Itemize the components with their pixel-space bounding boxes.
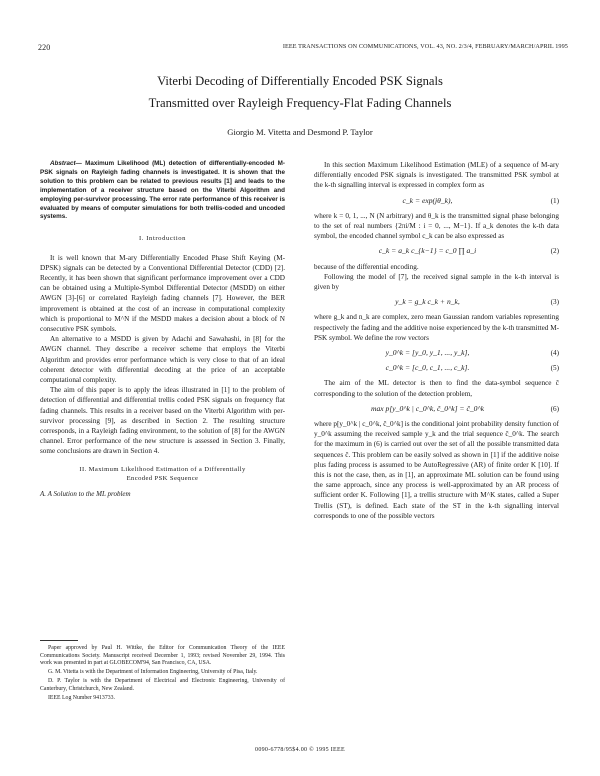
authors: Giorgio M. Vitetta and Desmond P. Taylor (227, 127, 373, 137)
equation-6-body: max p[y_0^k | c_0^k, ĉ_0^k] = ĉ_0^k (370, 403, 484, 413)
footnote-author-1: G. M. Vitetta is with the Department of Information Engineering, University of Pisa, Italy. (48, 669, 258, 676)
running-head: IEEE TRANSACTIONS ON COMMUNICATIONS, VOL. 43, NO. 2/3/4, FEBRUARY/MARCH/APRIL 1995 (282, 43, 568, 50)
equation-4 (314, 348, 559, 358)
abstract-lead: Abstract (50, 160, 76, 167)
equation-1 (314, 196, 559, 206)
equation-6 (314, 404, 559, 414)
intro-paragraph-2: An alternative to a MSDD is given by Adachi and Sawahashi, in [8] for the AWGN channel. They describe a receiver scheme that employs the Viterbi Algorithm and provides error performance which is very close to that of an ideal coherent detector with differential decoding at the price of an acceptable computational complexity. (40, 335, 285, 384)
footnotes (40, 640, 285, 703)
footnote-editor: Paper approved by Paul H. Wittke, the Editor for Communication Theory of the IEEE Communications Society. Manuscript received December 1, 1993; revised November 29, 1994. This work was presented in part at GLOBECOM'94, San Francisco, CA, USA. (40, 644, 285, 667)
left-column (40, 160, 285, 503)
subsection-heading: A. A Solution to the ML problem (40, 489, 131, 498)
copyright-footer: 0090-6778/95$4.00 © 1995 IEEE (255, 747, 345, 753)
paper-title-line-2: Transmitted over Rayleigh Frequency-Flat Fading Channels (148, 96, 452, 110)
right-paragraph-2: where k = 0, 1, ..., N (N arbitrary) and θ_k is the transmitted signal phase belonging to the set of real numbers {2πi/M : i = 0, ..., M−1}. If a_k denotes the k-th data symbol, the encoded channel symbol c_k can be also expressed as (314, 211, 559, 241)
right-column (314, 160, 559, 521)
abstract (40, 160, 285, 222)
equation-5 (314, 363, 559, 373)
equation-3-body: y_k = g_k c_k + n_k, (395, 297, 460, 307)
running-header (38, 43, 568, 55)
right-paragraph-1: In this section Maximum Likelihood Estimation (MLE) of a sequence of M-ary differentially encoded PSK signals is investigated. The transmitted PSK symbol at the k-th signalling interval is expressed in complex form as (314, 161, 559, 190)
intro-paragraph-1: It is well known that M-ary Differentially Encoded Phase Shift Keying (M-DPSK) signals can be detected by a Conventional Differential Detector (CDD) [2]. Recently, it has been shown that significant performance improvement over a CDD can be obtained using a Multiple-Symbol Differential Detector (MSDD) on either AWGN [3]-[6] or correlated Rayleigh fading channels [7]. However, the BER improvement is obtained at the cost of an increase in computational complexity which is proportional to M^N if the MSDD makes a decision about a block of N consecutive PSK symbols. (40, 253, 285, 333)
section-2-heading-line-2: Encoded PSK Sequence (126, 474, 199, 482)
page-number: 220 (38, 43, 51, 52)
equation-4-number: (4) (550, 349, 559, 358)
equation-5-number: (5) (550, 364, 559, 373)
equation-2-number: (2) (550, 247, 559, 256)
section-2-heading-line-1: II. Maximum Likelihood Estimation of a Differentially (79, 465, 246, 473)
equation-4-body: y_0^k = [y_0, y_1, ..., y_k], (385, 348, 470, 358)
abstract-text: — Maximum Likelihood (ML) detection of differentially-encoded M-PSK signals on Rayleigh fading channels is investigated. It is shown that the solution to this problem can be related to previous results [1] and leads to the implementation of a receiver structure based on the Viterbi Algorithm and employing per-survivor processing. The error rate performance of this receiver is evaluated by means of computer simulations for both trellis-coded and uncoded systems. (40, 160, 285, 221)
equation-2 (314, 246, 559, 256)
right-paragraph-6: The aim of the ML detector is then to find the data-symbol sequence ĉ corresponding to the solution of the detection problem, (314, 379, 559, 398)
intro-paragraph-3: The aim of this paper is to apply the ideas illustrated in [1] to the problem of detection of differential and differential trellis coded PSK signals on frequency flat fading channels. This results in a receiver based on the Viterbi Algorithm with per-survivor processing [9], as described in Section 2. The resulting structure corresponds, in a Rayleigh fading environment, to the solution of [8] for the AWGN channel. Error performance of the new structure is assessed in Section 3. Finally, some conclusions are drawn in Section 4. (40, 386, 285, 456)
right-paragraph-4: Following the model of [7], the received signal sample in the k-th interval is given by (314, 272, 559, 292)
equation-6-number: (6) (550, 404, 559, 413)
right-paragraph-5: where g_k and n_k are complex, zero mean Gaussian random variables representing respectively the fading and the additive noise experienced by the k-th transmitted M-PSK symbol. We define the row vectors (314, 313, 559, 342)
footnote-author-2: D. P. Taylor is with the Department of Electrical and Electronic Engineering, University of Canterbury, Christchurch, New Zealand. (40, 677, 285, 692)
equation-3-number: (3) (550, 298, 559, 307)
equation-5-body: c_0^k = [c_0, c_1, ..., c_k]. (385, 363, 470, 373)
footnote-log-number: IEEE Log Number 9413733. (48, 694, 115, 701)
right-paragraph-3: because of the differential encoding. (314, 262, 419, 271)
equation-3 (314, 297, 559, 307)
paper-title-line-1: Viterbi Decoding of Differentially Encoded PSK Signals (157, 74, 443, 88)
footnote-rule (40, 640, 78, 641)
equation-1-body: c_k = exp(jθ_k), (402, 195, 453, 205)
right-paragraph-7: where p[y_0^k | c_0^k, ĉ_0^k] is the conditional joint probability density function of y_0^k assuming the received sample y_k and the trial sequence ĉ_0^k. The search for the maximum in (6) is carried out over the set of all the possible transmitted data sequences ĉ. This problem can be easily solved as shown in [1] if the additive noise plus fading process is assumed to be AutoRegressive (AR) of finite order K [10]. If this is not the case, then, as in [1], an approximate ML solution can be found using the same approach, since any process is well-approximated by an AR process of sufficient order K. Following [1], a trellis structure with M^K states, called a Super Trellis (ST), is defined. Each state of the ST in the k-th signalling interval corresponds to one of the possible vectors (314, 420, 559, 520)
section-1-heading: I. Introduction (138, 235, 187, 243)
equation-2-body: c_k = a_k c_{k−1} = c_0 ∏ a_i (378, 246, 477, 256)
equation-1-number: (1) (550, 196, 559, 205)
section-2-heading (40, 465, 285, 483)
